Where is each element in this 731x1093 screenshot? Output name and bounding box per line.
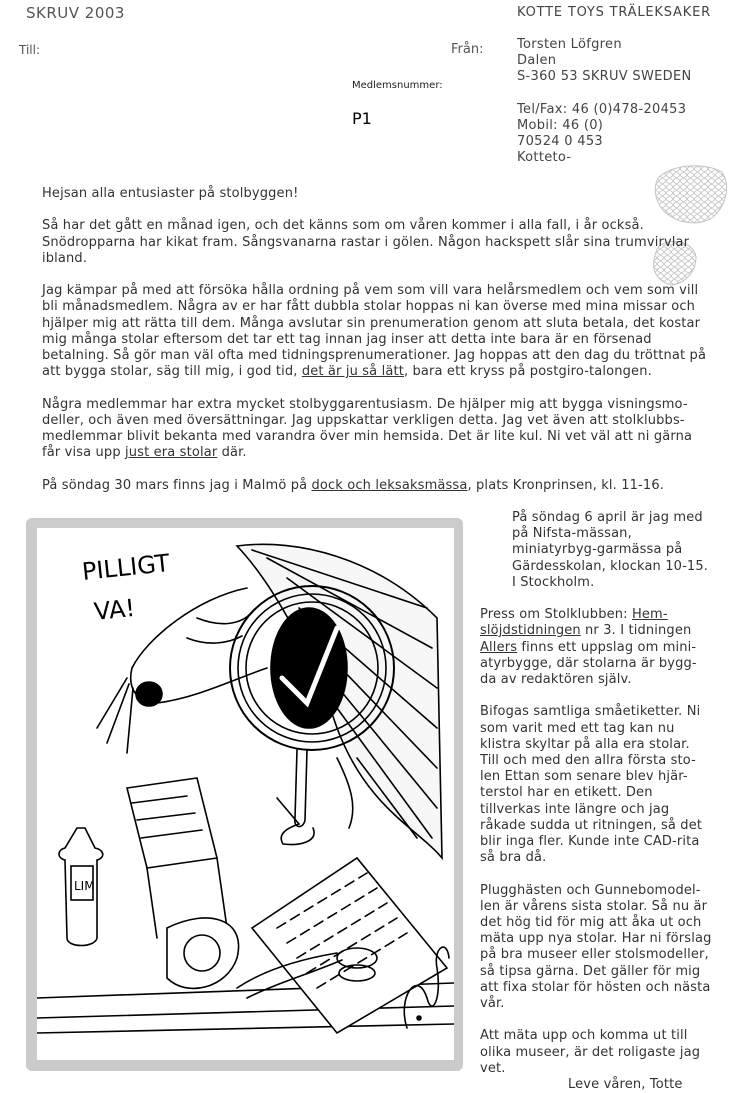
glue-label: LIM bbox=[74, 879, 95, 893]
letter-body bbox=[42, 186, 707, 510]
paragraph-press: Press om Stolklubben: Hem-slöjdstidningen nr 3. I tidningen Allers finns ett uppslag om mini-atyrbygge, där stolarna är bygg-da av redaktören själv. bbox=[480, 607, 697, 688]
link-just-era-stolar[interactable]: just era stolar bbox=[125, 445, 218, 461]
link-dock-och-leksaksmassa[interactable]: dock och leksaksmässa bbox=[311, 477, 468, 493]
header-year: SKRUV 2003 bbox=[26, 4, 125, 22]
illustration bbox=[37, 528, 454, 1060]
address-name: Torsten Löfgren bbox=[517, 37, 622, 52]
paragraph-labels: Bifogas samtliga småetiketter. Ni som varit med ett tag kan nu klistra skyltar på alla era stolar. Till och med den allra första sto-len Ettan som senare blev hjär-terstol har en etikett. Den tillverkas inte längre och jag råkade sudda ut ritningen, så det blir inga fler. Kunde inte CAD-rita så bra då. bbox=[480, 704, 703, 866]
member-number: P1 bbox=[352, 109, 372, 128]
greeting: Hejsan alla entusiaster på stolbyggen! bbox=[42, 186, 299, 201]
till-label: Till: bbox=[19, 43, 41, 57]
company-name: KOTTE TOYS TRÄLEKSAKER bbox=[517, 5, 711, 20]
paragraph-enthusiasm: Några medlemmar har extra mycket stolbyggarentusiasm. De hjälper mig att bygga visningsmo-deller, och även med översättningar. Jag uppskattar verkligen detta. Jag vet även att stolklubbs-medlemmar blivit bekanta med varandra över min hemsida. Det är lite kul. Ni vet väl att ni gärna får visa upp just era stolar där. bbox=[42, 396, 693, 461]
link-det-ar-ju-sa-latt[interactable]: det är ju så lätt bbox=[301, 364, 404, 380]
address-telfax: Tel/Fax: 46 (0)478-20453 bbox=[517, 101, 687, 117]
address-postal: S-360 53 SKRUV SWEDEN bbox=[517, 69, 692, 85]
paragraph-malmo: På söndag 30 mars finns jag i Malmö på dock och leksaksmässa, plats Kronprinsen, kl. 11-16. bbox=[42, 477, 665, 493]
address-mobil-number: 70524 0 453 bbox=[517, 134, 604, 150]
hedgehog-drawing bbox=[37, 528, 454, 1060]
link-hemslojdstidningen[interactable]: Hem-slöjdstidningen bbox=[480, 607, 668, 639]
paragraph-spring-chairs: Plugghästen och Gunnebomodel-len är vårens sista stolar. Så nu är det hög tid för mig att åka ut och mäta upp nya stolar. Har ni förslag på bra museer eller stolsmodeller, så tipsa gärna. Det gäller för mig att fixa stolar för hösten och nästa vår. bbox=[480, 882, 712, 1012]
signoff: Leve våren, Totte bbox=[568, 1077, 683, 1093]
address-web: Kotteto- bbox=[517, 150, 572, 166]
paragraph-spring: Så har det gått en månad igen, och det känns som om våren kommer i alla fall, i år också. Snödropparna har kikat fram. Sångsvanarna rastar i gölen. Någon hackspett slår sina trumvirvlar ibland. bbox=[42, 218, 690, 266]
address-place: Dalen bbox=[517, 53, 557, 69]
speech-text-2: VA! bbox=[92, 593, 137, 626]
paragraph-museums: Att mäta upp och komma ut till olika museer, är det roligaste jag vet. bbox=[480, 1028, 701, 1076]
link-allers[interactable]: Allers bbox=[480, 639, 518, 655]
speech-text-1: PILLIGT bbox=[80, 548, 171, 586]
member-number-label: Medlemsnummer: bbox=[352, 80, 443, 91]
paragraph-membership: Jag kämpar på med att försöka hålla ordning på vem som vill vara helårsmedlem och vem som vill bli månadsmedlem. Några av er har fått dubbla stolar hoppas ni kan överse med mina missar och hjälper mig att rätta till dem. Många avslutar sin prenumeration genom att sluta betala, det kostar mig många stolar eftersom det tar ett tag innan jag inser att detta inte bara är en försenad betalning. Så gör man väl ofta med tidningsprenumerationer. Jag hoppas att den dag du tröttnat på att bygga stolar, säg till mig, i god tid, det är ju så lätt, bara ett kryss på postgiro-talongen. bbox=[42, 283, 707, 380]
sender-address bbox=[517, 37, 722, 166]
fran-label: Från: bbox=[451, 42, 484, 57]
paragraph-nifsta: På söndag 6 april är jag med på Nifsta-mässan, miniatyrbyg-garmässa på Gärdesskolan, klockan 10-15. I Stockholm. bbox=[512, 510, 709, 590]
sidebar-text bbox=[480, 510, 712, 1093]
address-mobil: Mobil: 46 (0) bbox=[517, 117, 604, 133]
